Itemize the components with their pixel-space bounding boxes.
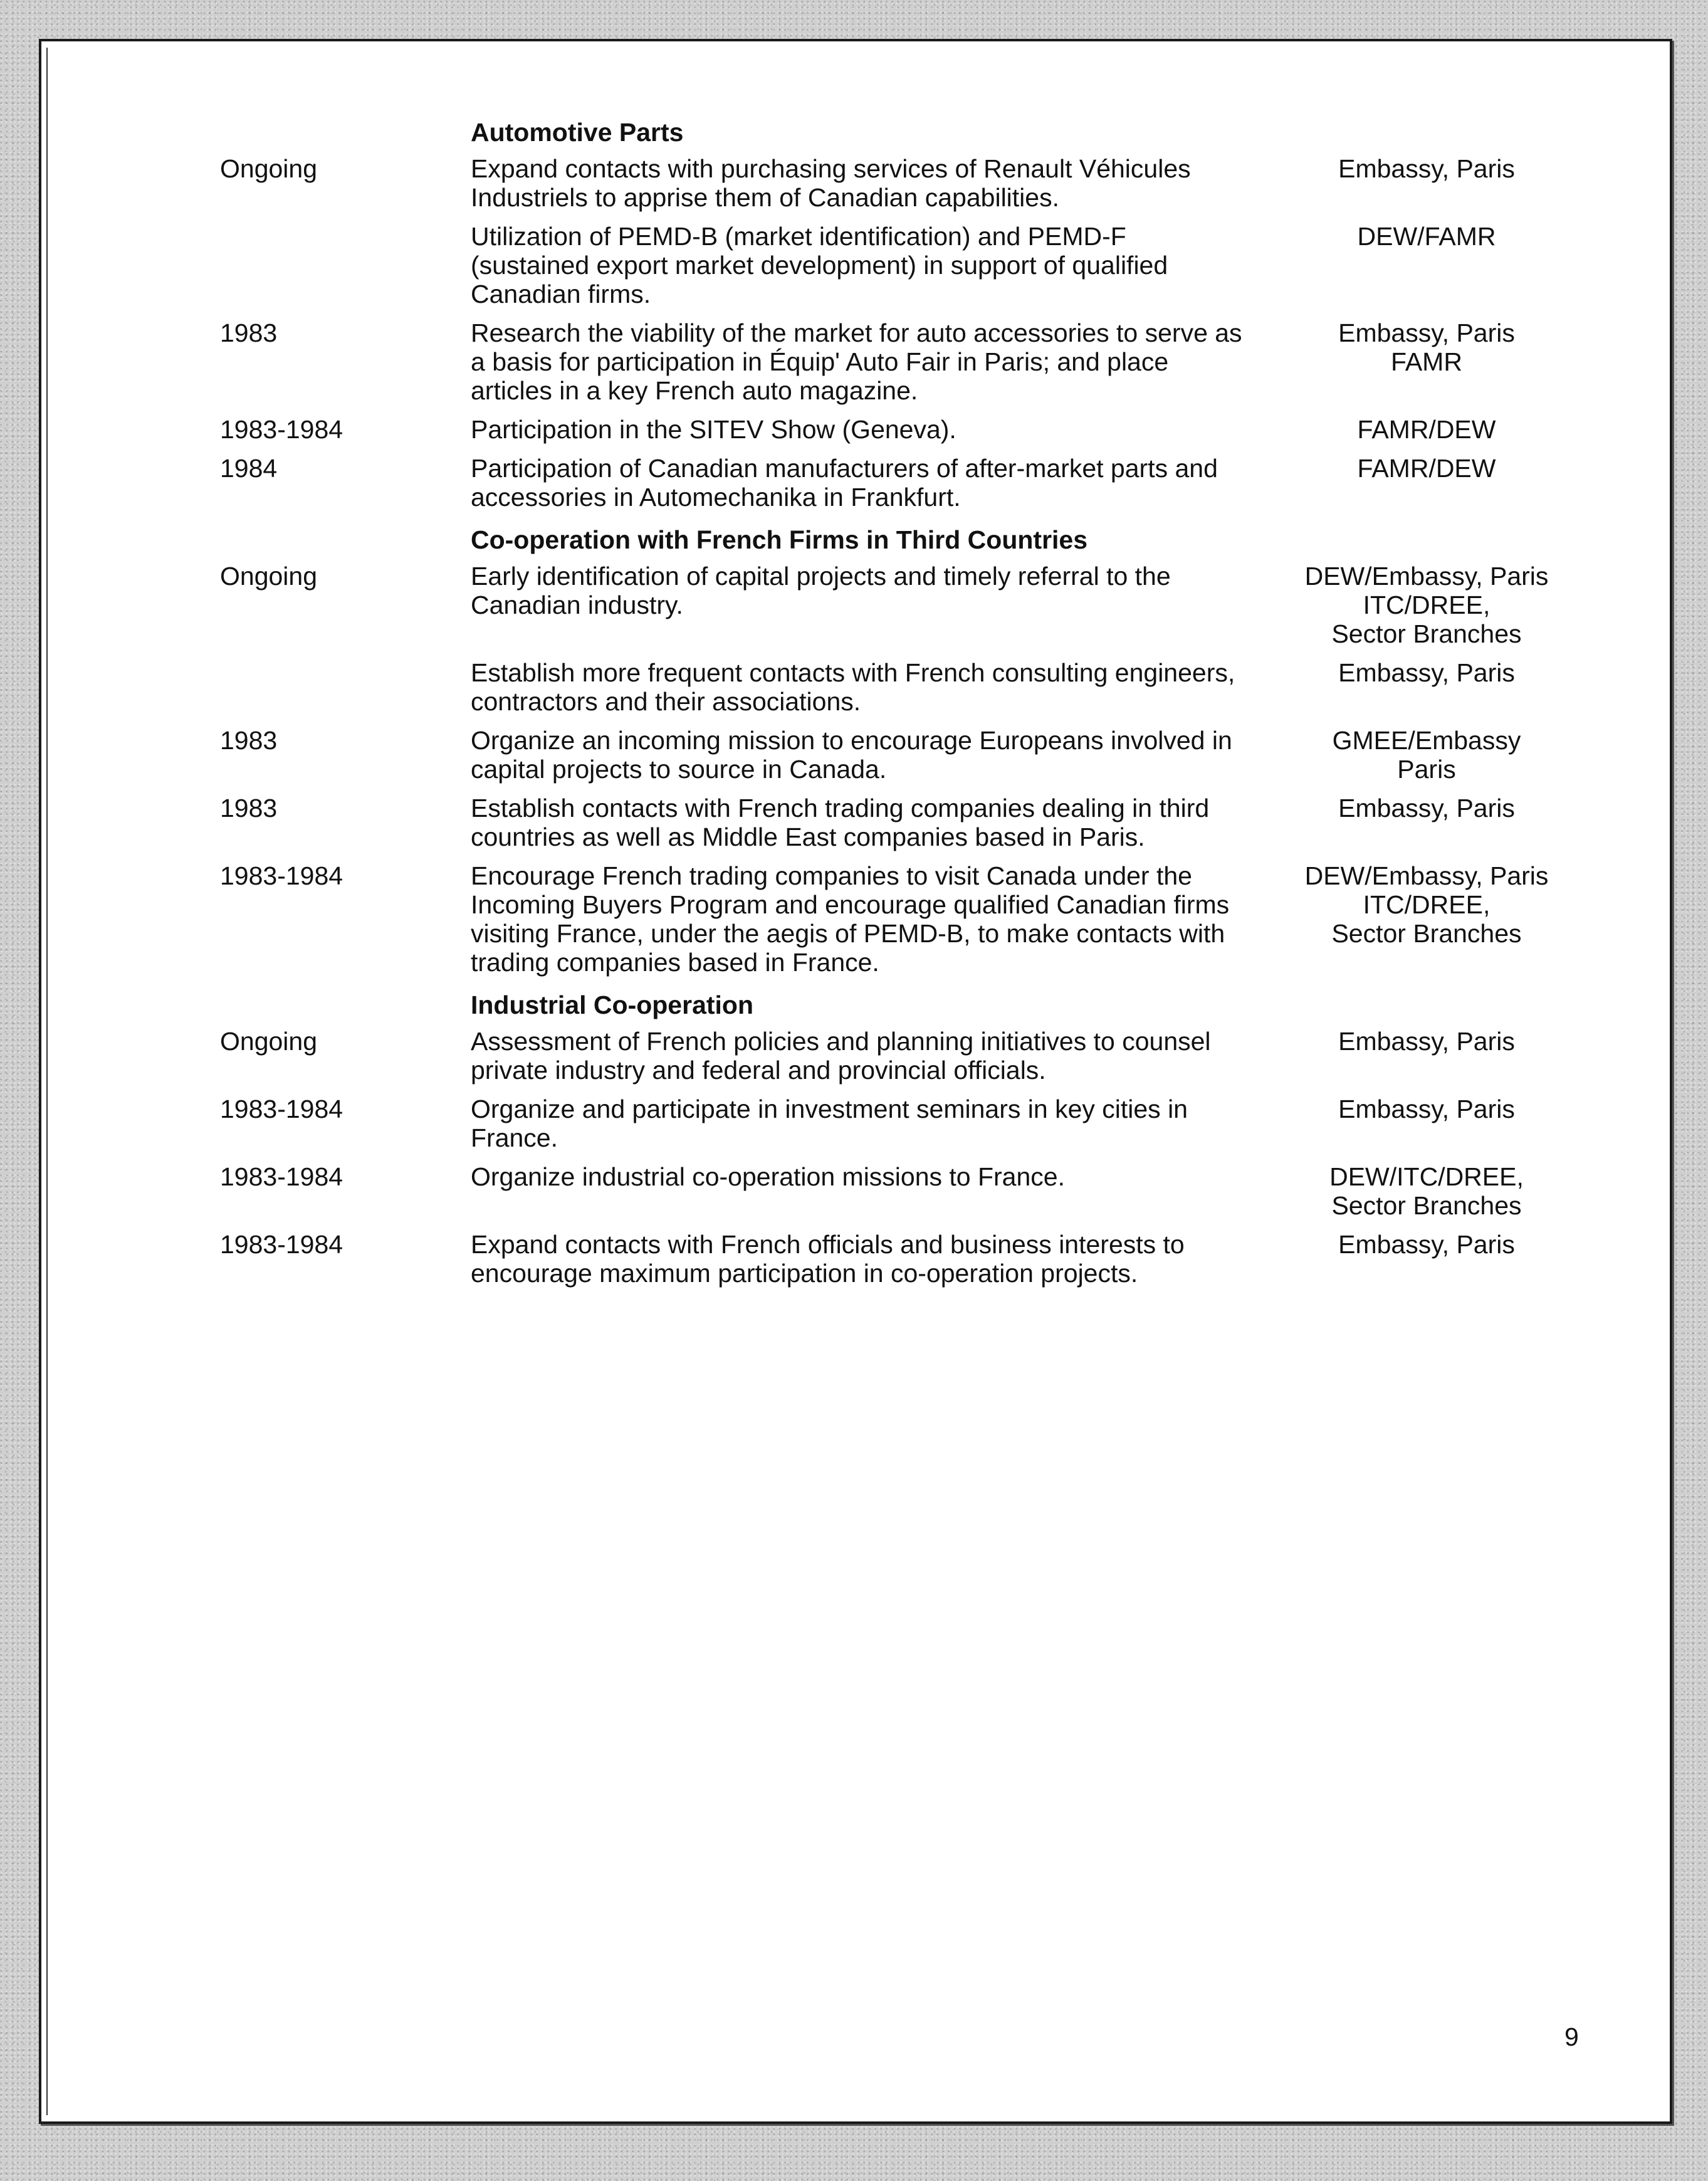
responsibility-line: Embassy, Paris [1338, 1230, 1515, 1259]
row-responsibility [1248, 318, 1599, 405]
row-responsibility [1248, 415, 1599, 444]
responsibility-line: Embassy, Paris [1338, 154, 1515, 183]
row-responsibility [1248, 658, 1599, 716]
responsibility-line: Paris [1397, 755, 1456, 784]
responsibility-line: FAMR/DEW [1357, 415, 1496, 444]
row-description: Organize industrial co-operation missions to France. [471, 1162, 1065, 1191]
table-row [220, 1230, 1599, 1288]
table-row [220, 222, 1599, 308]
row-responsibility [1248, 1162, 1599, 1220]
row-description: Participation of Canadian manufacturers of after-market parts and accessories in Automechanika in Frankfurt. [471, 454, 1218, 512]
row-date: Ongoing [220, 562, 318, 591]
responsibility-line: DEW/Embassy, Paris [1304, 562, 1549, 591]
page-number: 9 [1564, 2022, 1579, 2051]
table-row [220, 726, 1599, 784]
table-row [220, 1162, 1599, 1220]
row-date: 1983 [220, 726, 278, 755]
row-description: Research the viability of the market for auto accessories to serve as a basis for participation in Équip' Auto Fair in Paris; and place articles in a key French auto magazine. [471, 318, 1242, 405]
row-description: Expand contacts with French officials and business interests to encourage maximum participation in co-operation projects. [471, 1230, 1185, 1288]
responsibility-line: Embassy, Paris [1338, 1027, 1515, 1056]
row-date: 1984 [220, 454, 278, 483]
row-description: Encourage French trading companies to visit Canada under the Incoming Buyers Program and encourage qualified Canadian firms visiting France, under the aegis of PEMD-B, to make contacts with trading companies based in France. [471, 861, 1230, 977]
row-responsibility [1248, 794, 1599, 851]
left-margin-rule [46, 48, 48, 2115]
responsibility-line: DEW/ITC/DREE, [1329, 1162, 1524, 1191]
row-date: 1983-1984 [220, 415, 343, 444]
responsibility-line: Embassy, Paris [1338, 658, 1515, 687]
table-row [220, 1095, 1599, 1152]
responsibility-line: FAMR/DEW [1357, 454, 1496, 483]
row-responsibility [1248, 1230, 1599, 1288]
responsibility-line: DEW/Embassy, Paris [1304, 861, 1549, 890]
row-responsibility [1248, 861, 1599, 977]
row-description: Assessment of French policies and planning initiatives to counsel private industry and federal and provincial officials. [471, 1027, 1211, 1085]
row-date: Ongoing [220, 154, 318, 183]
table-row [220, 415, 1599, 444]
row-description: Organize an incoming mission to encourage Europeans involved in capital projects to source in Canada. [471, 726, 1232, 784]
row-responsibility [1248, 222, 1599, 308]
row-description: Organize and participate in investment seminars in key cities in France. [471, 1095, 1188, 1152]
section [220, 524, 1599, 977]
table-row [220, 318, 1599, 405]
section [220, 989, 1599, 1288]
responsibility-line: Sector Branches [1331, 919, 1522, 948]
row-date: Ongoing [220, 1027, 318, 1056]
responsibility-line: ITC/DREE, [1363, 591, 1491, 619]
row-description: Expand contacts with purchasing services of Renault Véhicules Industriels to apprise them of Canadian capabilities. [471, 154, 1191, 212]
row-responsibility [1248, 1095, 1599, 1152]
row-date: 1983-1984 [220, 1162, 343, 1191]
responsibility-line: DEW/FAMR [1357, 222, 1496, 251]
row-date [220, 658, 471, 716]
section [220, 117, 1599, 512]
responsibility-line: Sector Branches [1331, 1191, 1522, 1220]
activity-table [220, 117, 1599, 1298]
row-date: 1983-1984 [220, 1095, 343, 1123]
section-heading: Co-operation with French Firms in Third Countries [471, 525, 1088, 554]
section-heading: Automotive Parts [471, 118, 684, 147]
row-description: Establish contacts with French trading companies dealing in third countries as well as Middle East companies based in Paris. [471, 794, 1210, 851]
row-date: 1983-1984 [220, 1230, 343, 1259]
responsibility-line: ITC/DREE, [1363, 890, 1491, 919]
row-responsibility [1248, 726, 1599, 784]
row-description: Early identification of capital projects and timely referral to the Canadian industry. [471, 562, 1171, 619]
row-responsibility [1248, 454, 1599, 512]
table-row [220, 861, 1599, 977]
row-description: Participation in the SITEV Show (Geneva). [471, 415, 956, 444]
document-page [39, 39, 1672, 2124]
table-row [220, 454, 1599, 512]
table-row [220, 658, 1599, 716]
row-responsibility [1248, 154, 1599, 212]
row-date: 1983 [220, 794, 278, 822]
row-date: 1983 [220, 318, 278, 347]
table-row [220, 562, 1599, 648]
table-row [220, 1027, 1599, 1085]
responsibility-line: FAMR [1391, 347, 1462, 376]
row-description: Establish more frequent contacts with French consulting engineers, contractors and their associations. [471, 658, 1235, 716]
table-row [220, 794, 1599, 851]
responsibility-line: Sector Branches [1331, 619, 1522, 648]
table-row [220, 154, 1599, 212]
section-heading: Industrial Co-operation [471, 991, 753, 1019]
responsibility-line: Embassy, Paris [1338, 318, 1515, 347]
responsibility-line: Embassy, Paris [1338, 1095, 1515, 1123]
responsibility-line: Embassy, Paris [1338, 794, 1515, 822]
row-description: Utilization of PEMD-B (market identification) and PEMD-F (sustained export market development) in support of qualified Canadian firms. [471, 222, 1168, 308]
row-date [220, 222, 471, 308]
row-responsibility [1248, 1027, 1599, 1085]
row-responsibility [1248, 562, 1599, 648]
responsibility-line: GMEE/Embassy [1332, 726, 1521, 755]
row-date: 1983-1984 [220, 861, 343, 890]
